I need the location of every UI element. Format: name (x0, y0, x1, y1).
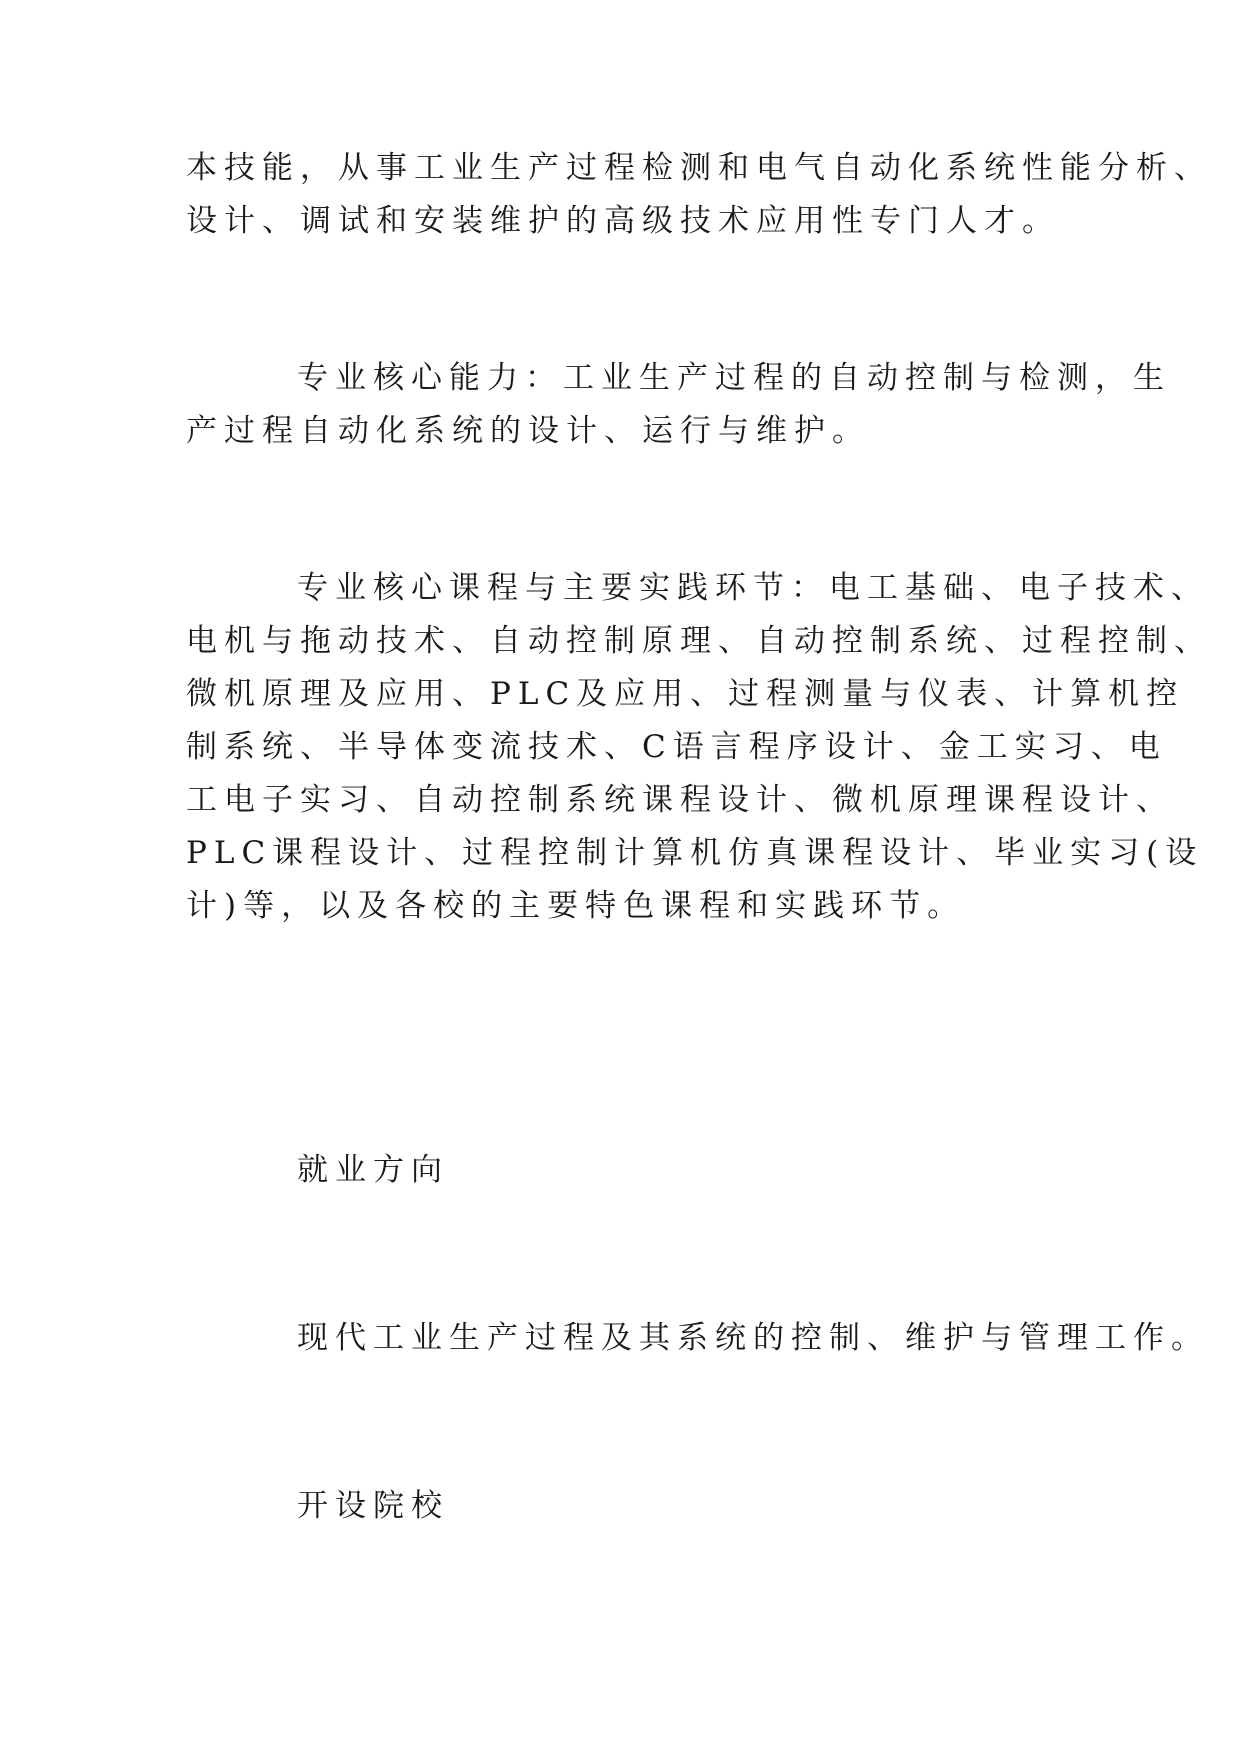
intro-line-2: 设计、调试和安装维护的高级技术应用性专门人才。 (186, 203, 1060, 239)
core-courses-line-4: 制系统、半导体变流技术、C语言程序设计、金工实习、电 (186, 729, 1167, 765)
employment-heading: 就业方向 (297, 1152, 449, 1188)
core-courses-line-6: PLC课程设计、过程控制计算机仿真课程设计、毕业实习(设 (186, 835, 1204, 871)
core-courses-line-3: 微机原理及应用、PLC及应用、过程测量与仪表、计算机控 (186, 676, 1185, 712)
core-courses-line-2: 电机与拖动技术、自动控制原理、自动控制系统、过程控制、 (186, 623, 1212, 659)
core-courses-line-7: 计)等，以及各校的主要特色课程和实践环节。 (186, 888, 966, 924)
core-ability-line-1: 专业核心能力：工业生产过程的自动控制与检测，生 (297, 360, 1171, 396)
employment-text: 现代工业生产过程及其系统的控制、维护与管理工作。 (297, 1320, 1209, 1356)
intro-line-1: 本技能，从事工业生产过程检测和电气自动化系统性能分析、 (186, 150, 1212, 186)
core-courses-line-1: 专业核心课程与主要实践环节：电工基础、电子技术、 (297, 570, 1209, 606)
core-ability-line-2: 产过程自动化系统的设计、运行与维护。 (186, 413, 870, 449)
core-courses-line-5: 工电子实习、自动控制系统课程设计、微机原理课程设计、 (186, 782, 1174, 818)
schools-heading: 开设院校 (297, 1488, 449, 1524)
